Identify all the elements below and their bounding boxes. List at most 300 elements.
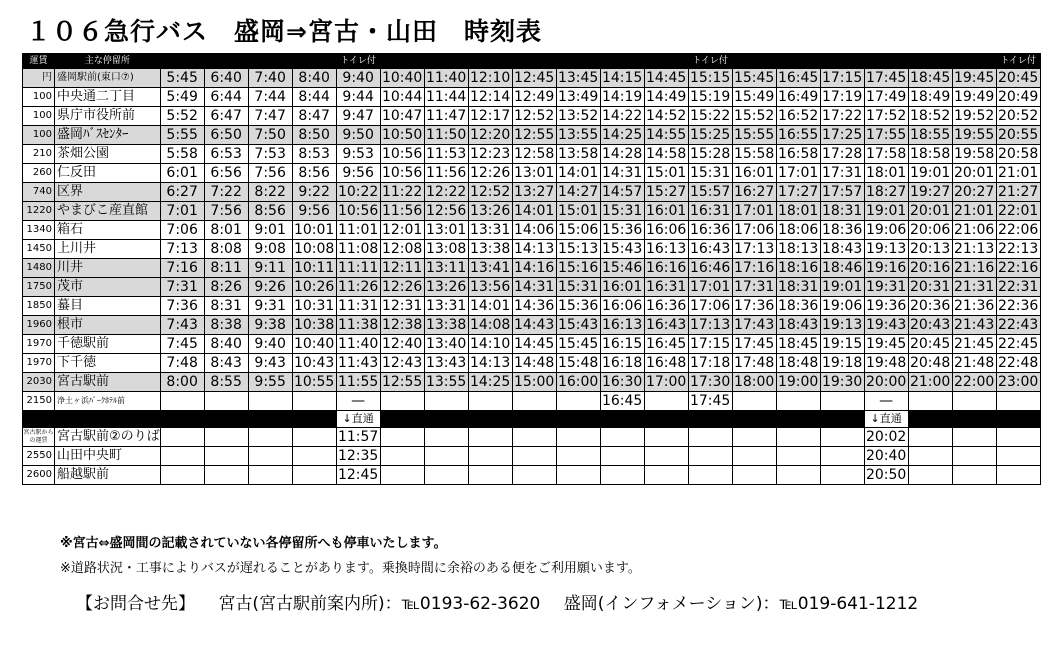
time-cell <box>424 392 468 411</box>
time-cell <box>160 392 204 411</box>
header-row <box>23 54 1041 69</box>
time-cell: 13:55 <box>557 127 599 143</box>
time-cell <box>600 466 644 485</box>
time-cell: 8:40 <box>292 69 336 88</box>
time-cell: 21:06 <box>953 222 995 238</box>
header-cell <box>512 54 556 69</box>
time-cell <box>556 466 600 485</box>
stop-name: 茂市 <box>55 278 161 297</box>
time-cell: 16:01 <box>733 165 775 181</box>
time-cell: 19:45 <box>953 70 995 86</box>
time-cell: 17:01 <box>733 203 775 219</box>
time-cell: 13:45 <box>557 70 599 86</box>
time-cell: 9:43 <box>248 354 292 373</box>
header-cell <box>864 54 908 69</box>
time-cell: 16:16 <box>645 260 687 276</box>
time-cell <box>820 447 864 466</box>
time-cell: 19:52 <box>953 108 995 124</box>
header-cell <box>380 54 424 69</box>
time-cell: 5:52 <box>160 107 204 126</box>
time-cell: 16:01 <box>601 279 643 295</box>
time-cell: 13:40 <box>425 336 467 352</box>
stop-name: 下千徳 <box>55 354 161 373</box>
time-cell: 10:08 <box>293 241 335 257</box>
time-cell: 16:13 <box>601 317 643 333</box>
time-cell <box>204 447 248 466</box>
time-cell: 12:14 <box>469 89 511 105</box>
time-cell: 11:38 <box>337 317 379 333</box>
time-cell <box>380 428 424 447</box>
time-cell <box>424 466 468 485</box>
time-cell: 9:44 <box>336 88 380 107</box>
time-cell <box>512 392 556 411</box>
time-cell <box>380 466 424 485</box>
time-cell: 8:26 <box>204 278 248 297</box>
time-cell: 18:52 <box>909 108 951 124</box>
time-cell: 8:56 <box>248 202 292 221</box>
bar-cell <box>424 411 468 428</box>
time-cell <box>908 466 952 485</box>
time-cell: 8:08 <box>204 240 248 259</box>
time-cell: 16:13 <box>645 241 687 257</box>
time-cell: 7:40 <box>248 69 292 88</box>
time-cell: 11:57 <box>337 429 379 445</box>
fare-cell: 1960 <box>23 316 55 335</box>
time-cell: 12:38 <box>381 317 423 333</box>
time-cell <box>996 392 1040 411</box>
time-cell: 15:31 <box>601 203 643 219</box>
time-cell: 7:36 <box>160 297 204 316</box>
time-cell: 15:43 <box>557 317 599 333</box>
time-cell: 11:40 <box>337 336 379 352</box>
time-cell: 16:46 <box>689 260 731 276</box>
time-cell: 13:52 <box>557 108 599 124</box>
time-cell <box>600 428 644 447</box>
time-cell: 8:43 <box>204 354 248 373</box>
time-cell: 21:36 <box>953 298 995 314</box>
time-cell: 17:55 <box>865 127 907 143</box>
contact-miyako: 宮古(宮古駅前案内所)：℡0193-62-3620 <box>218 594 541 614</box>
time-cell: 10:38 <box>293 317 335 333</box>
time-cell: 7:47 <box>248 107 292 126</box>
time-cell: 19:58 <box>953 146 995 162</box>
stop-name: 中央通二丁目 <box>55 88 161 107</box>
time-cell: 17:01 <box>689 279 731 295</box>
time-cell: 17:43 <box>733 317 775 333</box>
bar-cell <box>996 411 1040 428</box>
time-cell: 21:01 <box>997 165 1039 181</box>
time-cell: 18:45 <box>777 336 819 352</box>
time-cell: 19:16 <box>865 260 907 276</box>
time-cell: 14:58 <box>645 146 687 162</box>
time-cell: 11:08 <box>337 241 379 257</box>
time-cell: 8:11 <box>204 259 248 278</box>
time-cell: 15:31 <box>689 165 731 181</box>
time-cell: 16:01 <box>645 203 687 219</box>
time-cell <box>732 466 776 485</box>
time-cell: 13:31 <box>469 222 511 238</box>
time-cell <box>776 466 820 485</box>
time-cell: 17:01 <box>777 165 819 181</box>
time-cell <box>688 466 732 485</box>
header-cell <box>424 54 468 69</box>
time-cell: 18:55 <box>909 127 951 143</box>
time-cell: 15:06 <box>557 222 599 238</box>
fare-cell: 210 <box>23 145 55 164</box>
time-cell: 12:22 <box>425 184 467 200</box>
time-cell: 9:40 <box>248 335 292 354</box>
time-cell <box>512 428 556 447</box>
time-cell: 14:25 <box>601 127 643 143</box>
time-cell: 8:38 <box>204 316 248 335</box>
time-cell: 22:48 <box>997 355 1039 371</box>
time-cell: 11:26 <box>337 279 379 295</box>
time-cell: 9:56 <box>336 164 380 183</box>
time-cell: 19:55 <box>953 127 995 143</box>
time-cell: 18:01 <box>865 165 907 181</box>
time-cell: 22:36 <box>997 298 1039 314</box>
time-cell: 15:57 <box>689 184 731 200</box>
time-cell: 22:06 <box>997 222 1039 238</box>
time-cell: 10:43 <box>293 355 335 371</box>
time-cell <box>600 447 644 466</box>
time-cell: 12:40 <box>381 336 423 352</box>
time-cell <box>996 466 1040 485</box>
bar-cell <box>204 411 248 428</box>
time-cell: 7:01 <box>160 202 204 221</box>
time-cell: 12:26 <box>469 165 511 181</box>
time-cell: 14:52 <box>645 108 687 124</box>
time-cell: 13:01 <box>425 222 467 238</box>
stop-name: 上川井 <box>55 240 161 259</box>
time-cell <box>204 466 248 485</box>
extension-row <box>23 447 1041 466</box>
stop-name: 仁反田 <box>55 164 161 183</box>
time-cell: 11:44 <box>425 89 467 105</box>
time-cell: 12:58 <box>513 146 555 162</box>
time-cell: 18:31 <box>777 279 819 295</box>
bar-cell <box>908 411 952 428</box>
time-cell: 15:28 <box>689 146 731 162</box>
time-cell: 20:48 <box>909 355 951 371</box>
time-cell: 7:53 <box>248 145 292 164</box>
time-cell: 15:01 <box>645 165 687 181</box>
time-cell: 16:43 <box>689 241 731 257</box>
time-cell: 18:13 <box>777 241 819 257</box>
bar-cell <box>512 411 556 428</box>
direct-label: ↓直通 <box>336 411 380 428</box>
time-cell: 11:47 <box>425 108 467 124</box>
fare-cell: 2600 <box>23 466 55 485</box>
time-cell <box>292 447 336 466</box>
time-cell: 15:45 <box>557 336 599 352</box>
time-cell: 8:55 <box>204 373 248 392</box>
stop-row <box>23 221 1041 240</box>
note-delay: ※道路状況・工事によりバスが遅れることがあります。乗換時間に余裕のある便をご利用願います。 <box>60 561 641 576</box>
time-cell: 16:45 <box>645 336 687 352</box>
time-cell <box>820 466 864 485</box>
time-cell: 17:49 <box>865 89 907 105</box>
time-cell: 9:47 <box>336 107 380 126</box>
time-cell: 15:27 <box>645 184 687 200</box>
direct-row <box>23 411 1041 428</box>
time-cell: 22:00 <box>953 374 995 390</box>
stop-name: 宮古駅前 <box>55 373 161 392</box>
time-cell: 20:58 <box>997 146 1039 162</box>
time-cell: 22:45 <box>997 336 1039 352</box>
time-cell <box>996 447 1040 466</box>
time-cell: 18:49 <box>909 89 951 105</box>
time-cell: 17:57 <box>821 184 863 200</box>
time-cell: 16:06 <box>601 298 643 314</box>
time-cell: 8:56 <box>292 164 336 183</box>
bar-cell <box>820 411 864 428</box>
time-cell: 22:16 <box>997 260 1039 276</box>
stop-row <box>23 354 1041 373</box>
contact-info <box>76 589 936 614</box>
bar-cell <box>380 411 424 428</box>
time-cell: 20:45 <box>909 336 951 352</box>
time-cell: 18:36 <box>777 298 819 314</box>
header-cell <box>600 54 644 69</box>
time-cell: 12:31 <box>381 298 423 314</box>
time-cell: 17:19 <box>821 89 863 105</box>
time-cell: 8:53 <box>292 145 336 164</box>
time-cell: 21:00 <box>909 374 951 390</box>
time-cell: 10:26 <box>293 279 335 295</box>
time-cell <box>160 466 204 485</box>
time-cell: 17:13 <box>689 317 731 333</box>
time-cell: 16:27 <box>733 184 775 200</box>
time-cell: 15:43 <box>601 241 643 257</box>
time-cell: 10:22 <box>337 184 379 200</box>
header-cell <box>644 54 688 69</box>
direct-label: ↓直通 <box>864 411 908 428</box>
time-cell: 14:01 <box>557 165 599 181</box>
time-cell: 7:45 <box>160 335 204 354</box>
time-cell: 19:31 <box>865 279 907 295</box>
time-cell <box>556 428 600 447</box>
time-cell: 16:30 <box>601 374 643 390</box>
time-cell: 10:31 <box>293 298 335 314</box>
time-cell: 17:27 <box>777 184 819 200</box>
time-cell: 7:22 <box>204 183 248 202</box>
time-cell: 14:25 <box>469 374 511 390</box>
time-cell: 10:40 <box>293 336 335 352</box>
time-cell: 16:18 <box>601 355 643 371</box>
fare-cell: 100 <box>23 88 55 107</box>
time-cell: 5:45 <box>160 69 204 88</box>
time-cell: 14:08 <box>469 317 511 333</box>
extension-row <box>23 466 1041 485</box>
time-cell: 21:43 <box>953 317 995 333</box>
time-cell <box>424 428 468 447</box>
time-cell: 9:53 <box>336 145 380 164</box>
time-cell: 9:26 <box>248 278 292 297</box>
fare-cell: 1450 <box>23 240 55 259</box>
stop-row <box>23 240 1041 259</box>
stop-row <box>23 126 1041 145</box>
time-cell: 17:31 <box>733 279 775 295</box>
time-cell: 17:15 <box>821 70 863 86</box>
note-stops: ※宮古⇔盛岡間の記載されていない各停留所へも停車いたします。 <box>60 536 447 551</box>
time-cell: 21:01 <box>953 203 995 219</box>
time-cell <box>688 447 732 466</box>
time-cell: 15:15 <box>689 70 731 86</box>
time-cell: 12:52 <box>513 108 555 124</box>
stop-row <box>23 107 1041 126</box>
time-cell: 13:31 <box>425 298 467 314</box>
time-cell: 19:06 <box>821 298 863 314</box>
time-cell <box>248 447 292 466</box>
time-cell: 19:15 <box>821 336 863 352</box>
time-cell: 8:01 <box>204 221 248 240</box>
time-cell: 7:50 <box>248 126 292 145</box>
time-cell: 16:58 <box>777 146 819 162</box>
time-cell: 9:08 <box>248 240 292 259</box>
header-cell <box>160 54 204 69</box>
time-cell: 16:55 <box>777 127 819 143</box>
time-cell: 12:23 <box>469 146 511 162</box>
time-cell: 16:45 <box>601 393 643 409</box>
time-cell: 15:13 <box>557 241 599 257</box>
bar-cell <box>23 411 55 428</box>
stop-name: 山田中央町 <box>55 447 161 466</box>
stop-row <box>23 164 1041 183</box>
time-cell: 14:28 <box>601 146 643 162</box>
fare-cell: 740 <box>23 183 55 202</box>
time-cell: 6:47 <box>204 107 248 126</box>
time-cell: 11:31 <box>337 298 379 314</box>
time-cell: 12:55 <box>513 127 555 143</box>
time-cell: 9:11 <box>248 259 292 278</box>
stop-name: 茶畑公園 <box>55 145 161 164</box>
time-cell: 5:55 <box>160 126 204 145</box>
time-cell: 13:58 <box>557 146 599 162</box>
time-cell: 19:43 <box>865 317 907 333</box>
time-cell <box>644 428 688 447</box>
time-cell: 19:45 <box>865 336 907 352</box>
time-cell: 12:01 <box>381 222 423 238</box>
time-cell: 17:25 <box>821 127 863 143</box>
stop-row <box>23 316 1041 335</box>
time-cell: 12:10 <box>469 70 511 86</box>
time-cell: 14:31 <box>601 165 643 181</box>
time-cell <box>820 428 864 447</box>
time-cell: 14:49 <box>645 89 687 105</box>
time-cell: 14:55 <box>645 127 687 143</box>
time-cell: 14:16 <box>513 260 555 276</box>
time-cell <box>380 392 424 411</box>
time-cell: 10:56 <box>381 146 423 162</box>
time-cell: 10:50 <box>381 127 423 143</box>
time-cell: 12:49 <box>513 89 555 105</box>
time-cell <box>248 466 292 485</box>
time-cell: 20:13 <box>909 241 951 257</box>
notes <box>60 532 641 576</box>
time-cell: 16:31 <box>689 203 731 219</box>
bar-cell <box>292 411 336 428</box>
time-cell <box>776 428 820 447</box>
time-cell: 15:49 <box>733 89 775 105</box>
time-cell: 19:13 <box>865 241 907 257</box>
time-cell: 16:06 <box>645 222 687 238</box>
time-cell: 20:52 <box>997 108 1039 124</box>
stop-row <box>23 183 1041 202</box>
time-cell: 13:01 <box>513 165 555 181</box>
time-cell: 6:53 <box>204 145 248 164</box>
time-cell: 17:00 <box>645 374 687 390</box>
header-cell <box>204 54 248 69</box>
time-cell: 7:56 <box>204 202 248 221</box>
time-cell: 18:00 <box>733 374 775 390</box>
fare-cell: 100 <box>23 126 55 145</box>
time-cell <box>688 428 732 447</box>
time-cell: 18:43 <box>821 241 863 257</box>
time-cell: 14:01 <box>513 203 555 219</box>
time-cell <box>204 392 248 411</box>
time-cell: 16:00 <box>557 374 599 390</box>
header-cell <box>468 54 512 69</box>
time-cell: 20:49 <box>997 89 1039 105</box>
time-cell: 14:15 <box>601 70 643 86</box>
time-cell <box>512 466 556 485</box>
time-cell: 18:01 <box>777 203 819 219</box>
time-cell: 18:43 <box>777 317 819 333</box>
time-cell: 13:41 <box>469 260 511 276</box>
extension-row <box>23 428 1041 447</box>
time-cell: 21:13 <box>953 241 995 257</box>
fare-cell: 宮古駅からの運賃 <box>23 428 55 447</box>
fare-header: 運賃 <box>23 54 55 69</box>
fare-cell: 2030 <box>23 373 55 392</box>
time-cell: 15:16 <box>557 260 599 276</box>
time-cell: 8:00 <box>160 373 204 392</box>
time-cell: 9:50 <box>336 126 380 145</box>
time-cell: 17:36 <box>733 298 775 314</box>
time-cell: 18:46 <box>821 260 863 276</box>
header-cell <box>732 54 776 69</box>
bar-cell <box>732 411 776 428</box>
time-cell: 12:11 <box>381 260 423 276</box>
stop-row <box>23 392 1041 411</box>
time-cell: 16:15 <box>601 336 643 352</box>
time-cell: 9:55 <box>248 373 292 392</box>
time-cell: 15:01 <box>557 203 599 219</box>
bar-cell <box>644 411 688 428</box>
time-cell: 6:44 <box>204 88 248 107</box>
time-cell: 13:11 <box>425 260 467 276</box>
time-cell: 13:43 <box>425 355 467 371</box>
time-cell <box>908 428 952 447</box>
time-cell <box>160 447 204 466</box>
stop-name: 根市 <box>55 316 161 335</box>
time-cell: 19:01 <box>865 203 907 219</box>
time-cell <box>952 447 996 466</box>
stop-row <box>23 278 1041 297</box>
time-cell: 14:13 <box>513 241 555 257</box>
time-cell: 19:01 <box>821 279 863 295</box>
page-title: １０６急行バス 盛岡⇒宮古・山田 時刻表 <box>26 17 542 46</box>
time-cell <box>292 466 336 485</box>
time-cell: 11:11 <box>337 260 379 276</box>
toilet-badge: トイレ付 <box>996 54 1040 69</box>
time-cell: 17:06 <box>733 222 775 238</box>
fare-cell: 1970 <box>23 335 55 354</box>
fare-cell: 1750 <box>23 278 55 297</box>
time-cell: 18:58 <box>909 146 951 162</box>
time-cell: 15:36 <box>601 222 643 238</box>
